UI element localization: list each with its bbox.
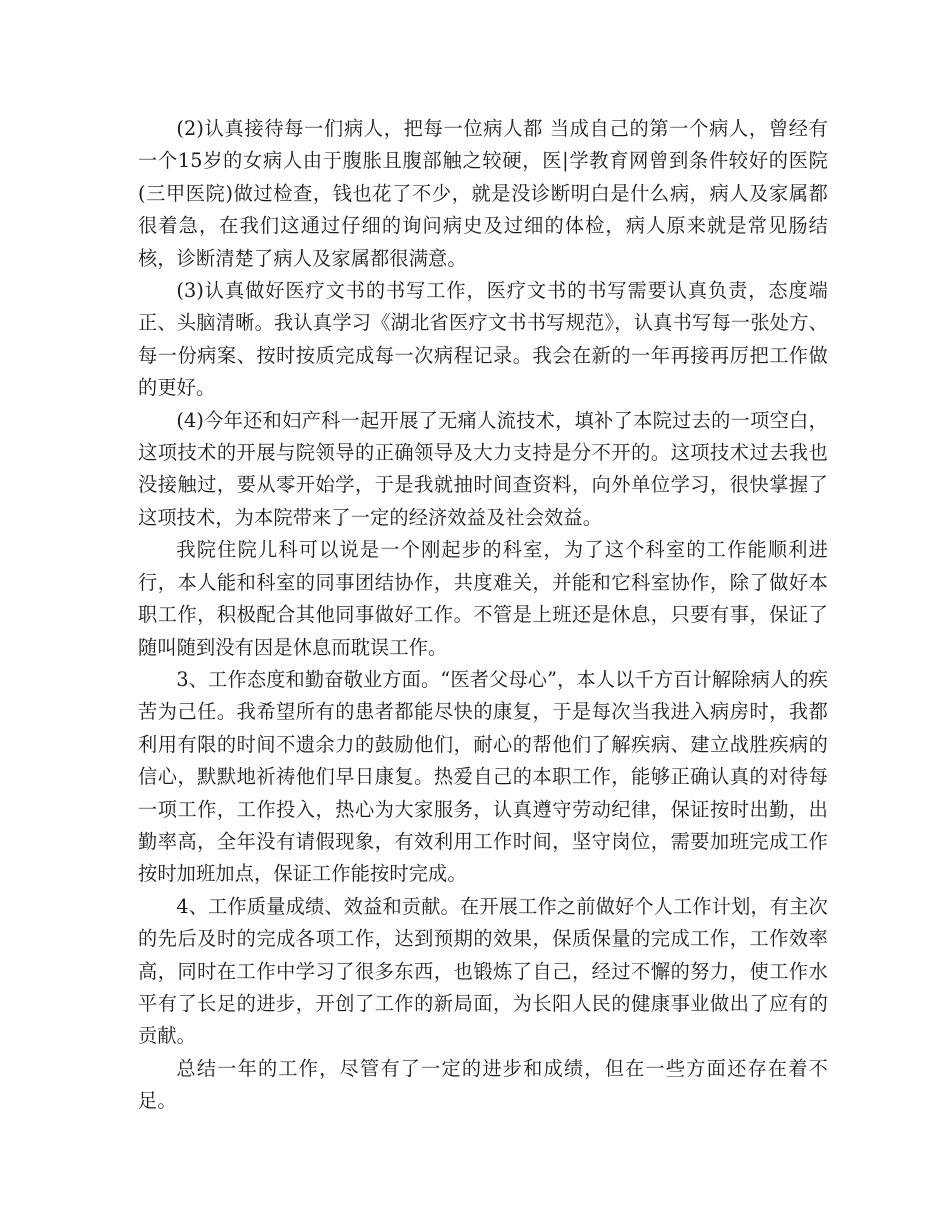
paragraph-work-quality: 4、工作质量成绩、效益和贡献。在开展工作之前做好个人工作计划，有主次的先后及时的完成各项工作，达到预期的效果，保质保量的完成工作，工作效率高，同时在工作中学习了很多东西，也锻炼了自己，经过不懈的努力，使工作水平有了长足的进步，开创了工作的新局面，为长阳人民的健康事业做出了应有的贡献。 — [138, 894, 828, 1048]
paragraph-item-4: (4)今年还和妇产科一起开展了无痛人流技术，填补了本院过去的一项空白，这项技术的开展与院领导的正确领导及大力支持是分不开的。这项技术过去我也没接触过，要从零开始学，于是我就抽时间查资料，向外单位学习，很快掌握了这项技术，为本院带来了一定的经济效益及社会效益。 — [138, 408, 828, 529]
paragraph-pediatrics: 我院住院儿科可以说是一个刚起步的科室，为了这个科室的工作能顺利进行，本人能和科室的同事团结协作，共度难关，并能和它科室协作，除了做好本职工作，积极配合其他同事做好工作。不管是上班还是休息，只要有事，保证了随叫随到没有因是休息而耽误工作。 — [138, 538, 828, 659]
document-body — [138, 113, 828, 1118]
paragraph-item-3: (3)认真做好医疗文书的书写工作，医疗文书的书写需要认真负责，态度端正、头脑清晰。我认真学习《湖北省医疗文书书写规范》，认真书写每一张处方、每一份病案、按时按质完成每一次病程记录。我会在新的一年再接再厉把工作做的更好。 — [138, 279, 828, 400]
paragraph-work-attitude: 3、工作态度和勤奋敬业方面。“医者父母心”，本人以千方百计解除病人的疾苦为己任。我希望所有的患者都能尽快的康复，于是每次当我进入病房时，我都利用有限的时间不遗余力的鼓励他们，耐心的帮他们了解疾病、建立战胜疾病的信心，默默地祈祷他们早日康复。热爱自己的本职工作，能够正确认真的对待每一项工作，工作投入，热心为大家服务，认真遵守劳动纪律，保证按时出勤，出勤率高，全年没有请假现象，有效利用工作时间，坚守岗位，需要加班完成工作按时加班加点，保证工作能按时完成。 — [138, 667, 828, 886]
paragraph-summary: 总结一年的工作，尽管有了一定的进步和成绩，但在一些方面还存在着不足。 — [138, 1056, 828, 1113]
paragraph-item-2: (2)认真接待每一们病人，把每一位病人都 当成自己的第一个病人，曾经有一个15岁的女病人由于腹胀且腹部触之较硬，医|学教育网曾到条件较好的医院(三甲医院)做过检查，钱也花了不少，就是没诊断明白是什么病，病人及家属都很着急，在我们这通过仔细的询问病史及过细的体检，病人原来就是常见肠结核，诊断清楚了病人及家属都很满意。 — [138, 117, 828, 270]
